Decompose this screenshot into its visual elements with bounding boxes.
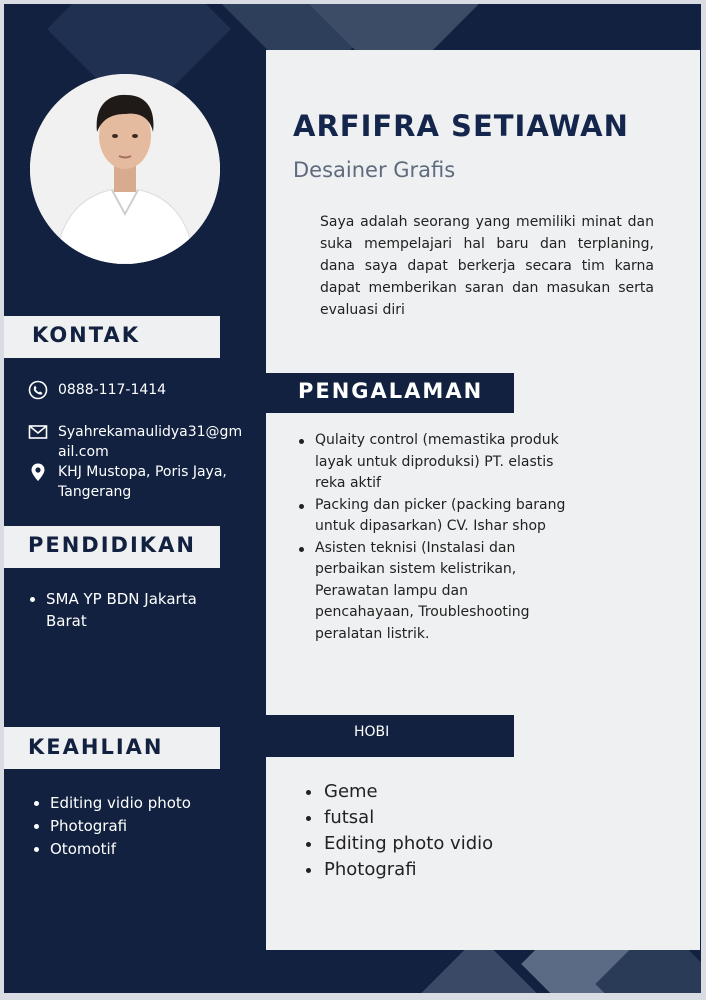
- list-item: Photografi: [304, 857, 584, 883]
- skills-list: [32, 792, 232, 861]
- hobby-list: [304, 779, 584, 883]
- section-heading-keahlian: KEAHLIAN: [4, 727, 220, 769]
- list-item: Editing photo vidio: [304, 831, 584, 857]
- location-pin-icon: [28, 462, 48, 482]
- phone-icon: [28, 380, 48, 400]
- experience-list: [297, 430, 567, 645]
- list-item: Photografi: [32, 815, 232, 838]
- candidate-name: ARFIFRA SETIAWAN: [293, 109, 629, 143]
- list-item: Packing dan picker (packing barang untuk dipasarkan) CV. Ishar shop: [297, 495, 567, 538]
- resume-page: [4, 4, 701, 993]
- section-heading-pengalaman: PENGALAMAN: [266, 373, 514, 413]
- mail-icon: [28, 422, 48, 442]
- contact-phone: [28, 380, 238, 402]
- education-list: [28, 588, 228, 632]
- list-item: futsal: [304, 805, 584, 831]
- list-item: Asisten teknisi (Instalasi dan perbaikan sistem kelistrikan, Perawatan lampu dan pencahayaan, Troubleshooting peralatan listrik.: [297, 538, 567, 646]
- profile-summary: Saya adalah seorang yang memiliki minat dan suka mempelajari hal baru dan terplaning, dana saya dapat berkerja secara tim karna dapat memberikan saran dan masukan serta evaluasi diri: [320, 214, 654, 318]
- contact-email: [28, 422, 248, 466]
- list-item: Otomotif: [32, 838, 232, 861]
- list-item: Geme: [304, 779, 584, 805]
- email-address[interactable]: Syahrekamaulidya31@gmail.com: [58, 424, 243, 460]
- section-heading-kontak: KONTAK: [4, 316, 220, 358]
- section-heading-hobi: HOBI: [266, 715, 514, 757]
- section-heading-pendidikan: PENDIDIKAN: [4, 526, 220, 568]
- list-item: Editing vidio photo: [32, 792, 232, 815]
- list-item: SMA YP BDN Jakarta Barat: [28, 588, 228, 632]
- phone-number: 0888-117-1414: [58, 382, 167, 398]
- contact-address: [28, 462, 248, 506]
- job-title: Desainer Grafis: [293, 158, 456, 182]
- address-text: KHJ Mustopa, Poris Jaya, Tangerang: [58, 464, 227, 500]
- profile-photo: [30, 74, 220, 264]
- list-item: Qulaity control (memastika produk layak untuk diproduksi) PT. elastis reka aktif: [297, 430, 567, 495]
